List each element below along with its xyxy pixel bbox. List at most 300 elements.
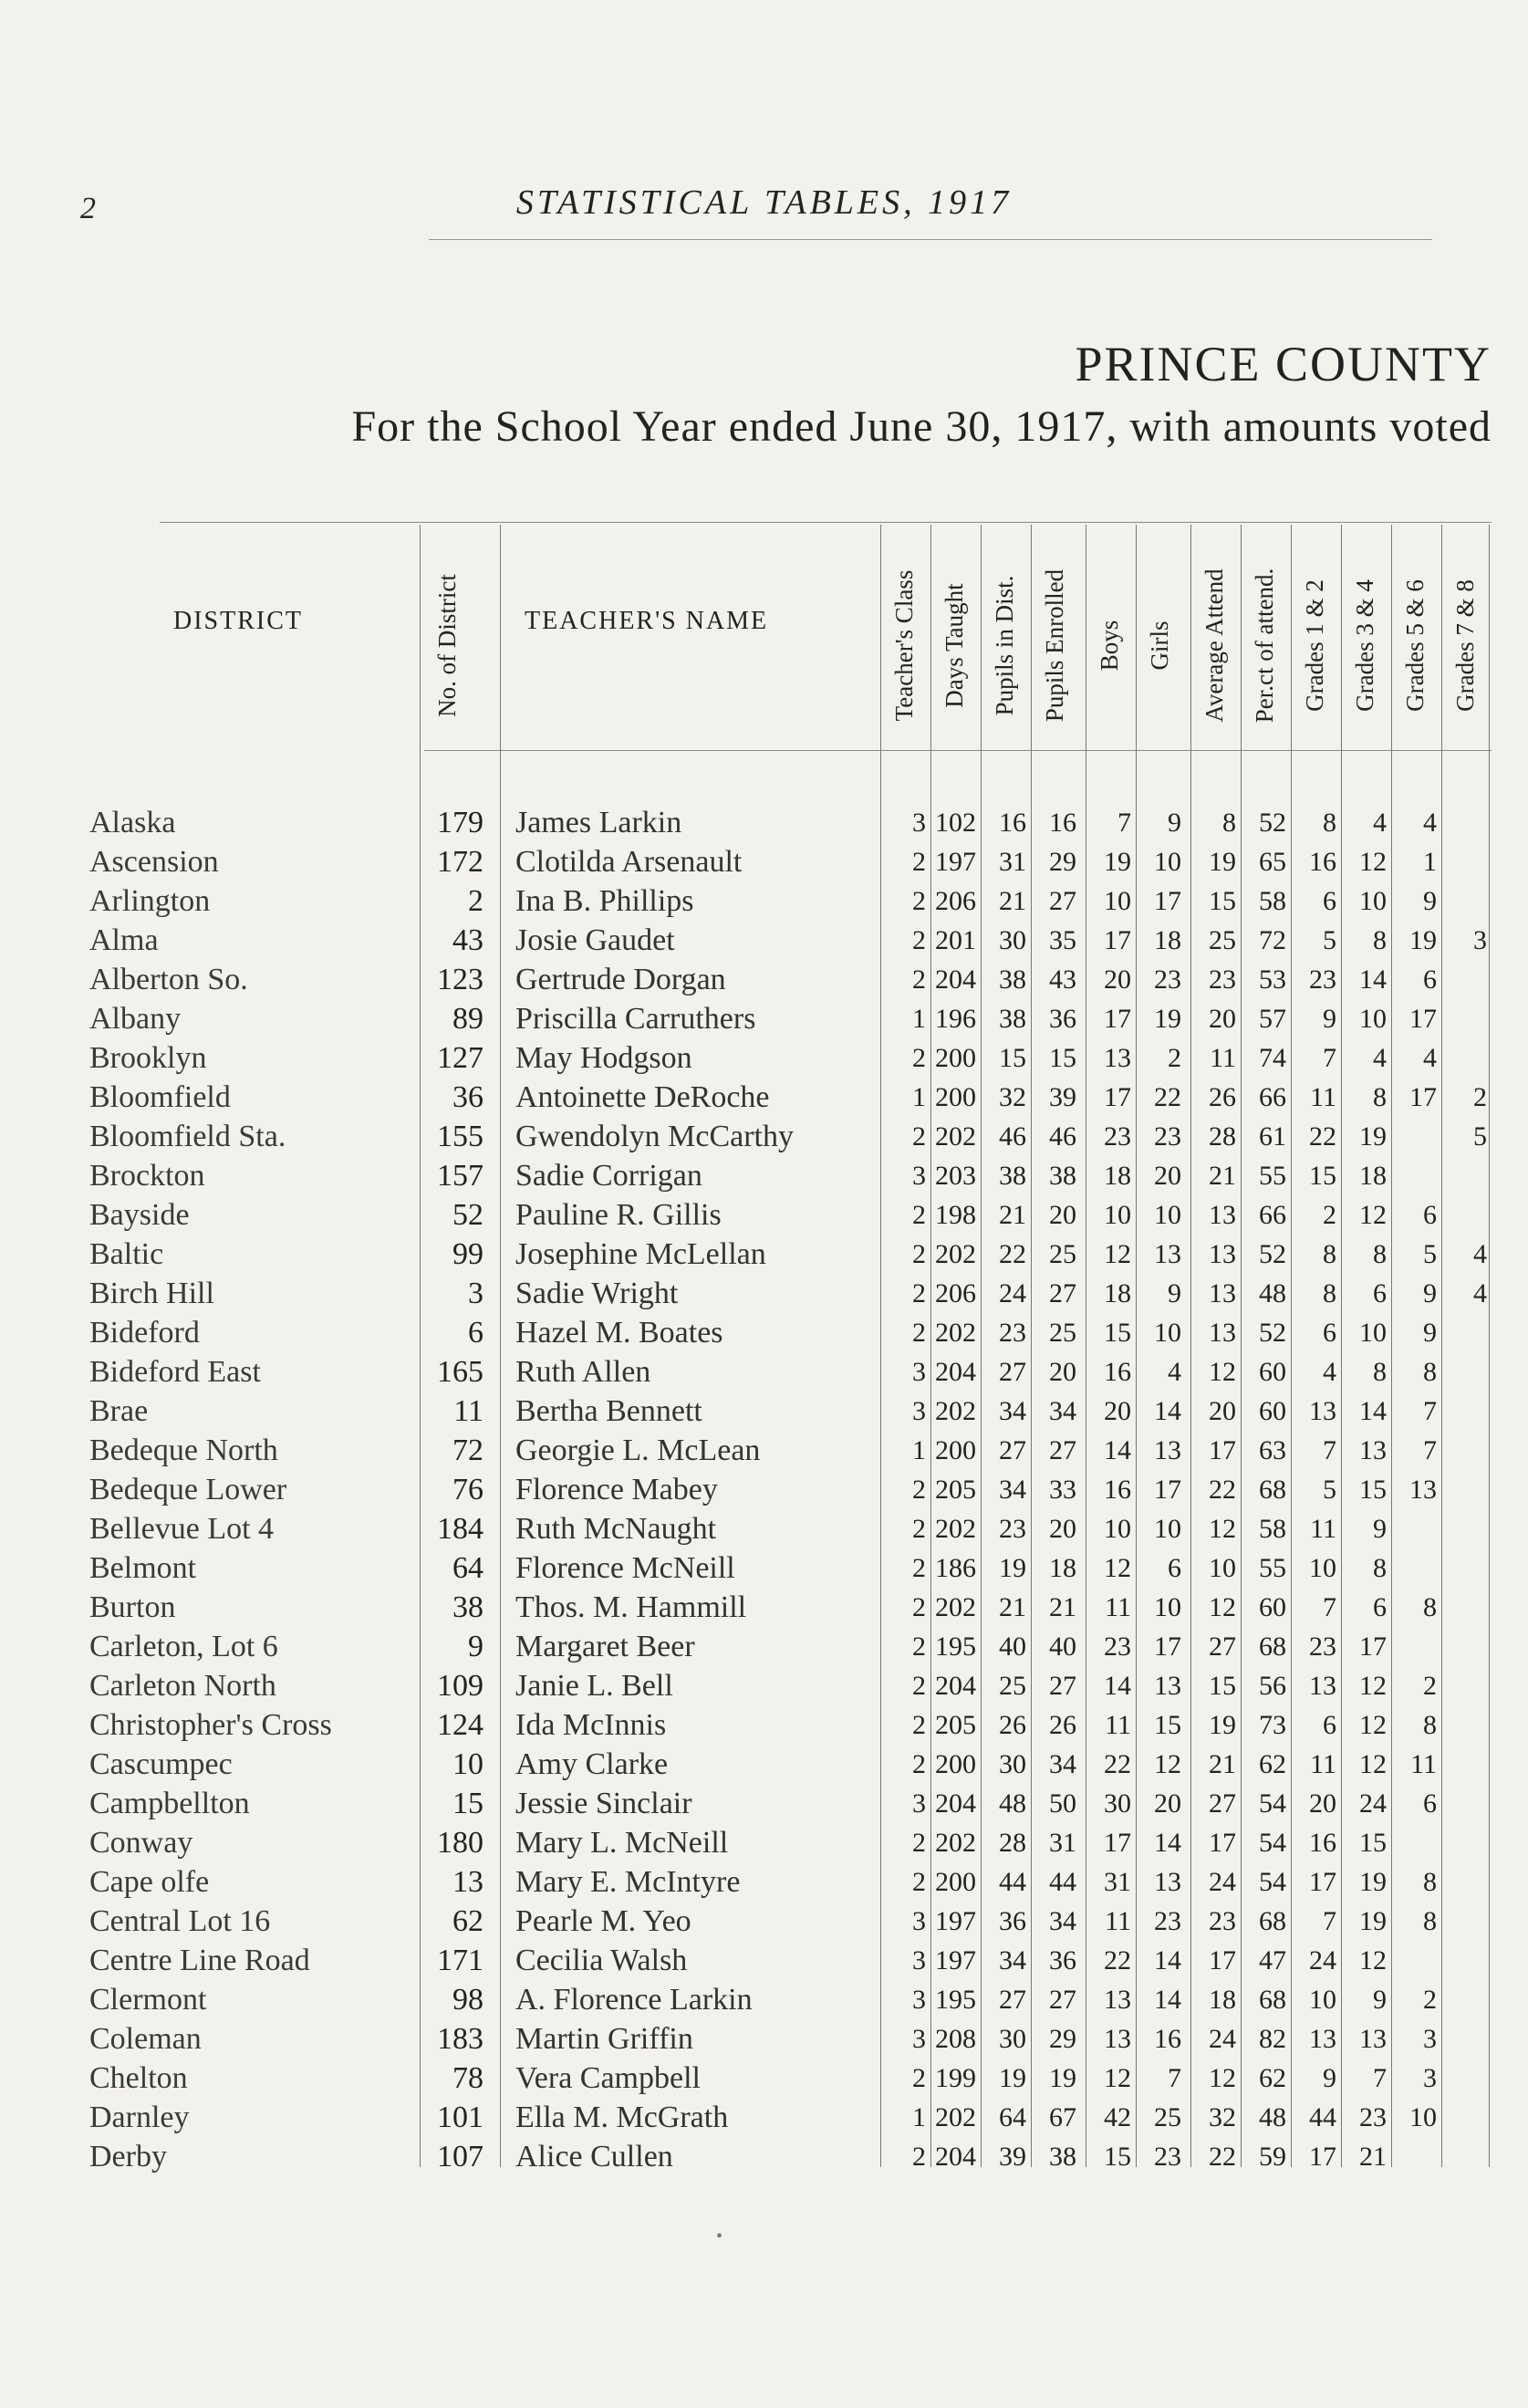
days-cell: 197 — [935, 1945, 976, 1975]
cls-cell: 2 — [912, 2142, 926, 2172]
teacher-name-cell: Martin Griffin — [515, 2022, 693, 2056]
girls-cell: 23 — [1154, 1121, 1181, 1152]
pct-cell: 65 — [1259, 847, 1286, 877]
girls-cell: 23 — [1154, 2142, 1181, 2172]
boys-cell: 20 — [1104, 964, 1131, 995]
g34-cell: 6 — [1373, 1592, 1387, 1622]
district-number-cell: 155 — [437, 1120, 483, 1153]
district-number-cell: 99 — [452, 1237, 483, 1271]
g78-cell: 5 — [1473, 1121, 1487, 1152]
cls-cell: 2 — [912, 1278, 926, 1308]
g12-cell: 2 — [1323, 1200, 1336, 1230]
enr-cell: 27 — [1049, 1985, 1076, 2015]
pct-cell: 73 — [1259, 1710, 1286, 1740]
avg-cell: 20 — [1209, 1396, 1236, 1426]
teacher-name-cell: May Hodgson — [515, 1041, 692, 1075]
g56-cell: 13 — [1409, 1475, 1437, 1505]
g12-cell: 6 — [1323, 886, 1336, 916]
dist-cell: 34 — [999, 1475, 1026, 1505]
pct-cell: 63 — [1259, 1435, 1286, 1465]
g12-cell: 7 — [1323, 1435, 1336, 1465]
pct-cell: 48 — [1259, 2102, 1286, 2132]
pct-cell: 66 — [1259, 1082, 1286, 1112]
pct-cell: 54 — [1259, 1828, 1286, 1858]
boys-cell: 14 — [1104, 1671, 1131, 1701]
g34-cell: 21 — [1359, 2142, 1387, 2172]
g12-cell: 7 — [1323, 1592, 1336, 1622]
boys-cell: 16 — [1104, 1475, 1131, 1505]
cls-cell: 3 — [912, 1945, 926, 1975]
pct-cell: 60 — [1259, 1592, 1286, 1622]
teacher-name-cell: Florence Mabey — [515, 1473, 718, 1506]
avg-cell: 17 — [1209, 1435, 1236, 1465]
g12-cell: 6 — [1323, 1318, 1336, 1348]
avg-cell: 10 — [1209, 1553, 1236, 1583]
table-row — [0, 1352, 1528, 1392]
teacher-name-cell: Jessie Sinclair — [515, 1787, 692, 1820]
g12-cell: 10 — [1309, 1985, 1336, 2015]
table-row — [0, 1078, 1528, 1117]
boys-cell: 10 — [1104, 886, 1131, 916]
district-cell: Birch Hill — [89, 1277, 214, 1310]
avg-cell: 15 — [1209, 886, 1236, 916]
girls-cell: 13 — [1154, 1435, 1181, 1465]
girls-cell: 17 — [1154, 1631, 1181, 1662]
days-cell: 196 — [935, 1004, 976, 1034]
enr-cell: 15 — [1049, 1043, 1076, 1073]
g34-cell: 13 — [1359, 1435, 1387, 1465]
days-cell: 203 — [935, 1161, 976, 1191]
header-bottom-rule — [424, 750, 1492, 751]
district-number-cell: 78 — [452, 2061, 483, 2095]
district-number-cell: 10 — [452, 1747, 483, 1781]
district-number-cell: 2 — [468, 884, 483, 918]
district-cell: Bloomfield Sta. — [89, 1120, 286, 1153]
header-rule — [429, 239, 1432, 240]
teacher-name-cell: Vera Campbell — [515, 2061, 701, 2095]
enr-cell: 26 — [1049, 1710, 1076, 1740]
teacher-name-cell: Sadie Wright — [515, 1277, 679, 1310]
enr-cell: 34 — [1049, 1396, 1076, 1426]
header-enr: Pupils Enrolled — [1041, 568, 1068, 723]
district-number-cell: 3 — [468, 1277, 483, 1310]
teacher-name-cell: James Larkin — [515, 806, 682, 839]
pct-cell: 54 — [1259, 1788, 1286, 1819]
days-cell: 202 — [935, 1828, 976, 1858]
enr-cell: 29 — [1049, 847, 1076, 877]
days-cell: 202 — [935, 2102, 976, 2132]
days-cell: 200 — [935, 1043, 976, 1073]
boys-cell: 17 — [1104, 1828, 1131, 1858]
teacher-name-cell: Mary E. McIntyre — [515, 1865, 741, 1899]
table-row — [0, 2098, 1528, 2137]
district-number-cell: 180 — [437, 1826, 483, 1860]
avg-cell: 22 — [1209, 1475, 1236, 1505]
pct-cell: 68 — [1259, 1985, 1286, 2015]
table-row — [0, 960, 1528, 999]
boys-cell: 7 — [1117, 808, 1131, 838]
g34-cell: 10 — [1359, 1318, 1387, 1348]
girls-cell: 10 — [1154, 1318, 1181, 1348]
dist-cell: 30 — [999, 2024, 1026, 2054]
girls-cell: 10 — [1154, 1592, 1181, 1622]
table-row — [0, 1666, 1528, 1705]
district-number-cell: 38 — [452, 1590, 483, 1624]
district-cell: Central Lot 16 — [89, 1904, 271, 1938]
teacher-name-cell: Hazel M. Boates — [515, 1316, 723, 1350]
g56-cell: 6 — [1423, 1788, 1437, 1819]
cls-cell: 2 — [912, 1318, 926, 1348]
district-cell: Darnley — [89, 2100, 190, 2134]
g56-cell: 3 — [1423, 2024, 1437, 2054]
teacher-name-cell: Janie L. Bell — [515, 1669, 673, 1703]
header-dist: Pupils in Dist. — [991, 575, 1018, 716]
table-row — [0, 803, 1528, 842]
girls-cell: 17 — [1154, 1475, 1181, 1505]
teacher-name-cell: Pauline R. Gillis — [515, 1198, 722, 1232]
days-cell: 204 — [935, 964, 976, 995]
days-cell: 204 — [935, 1671, 976, 1701]
g56-cell: 4 — [1423, 1043, 1437, 1073]
header-top-rule — [160, 522, 1492, 523]
g34-cell: 14 — [1359, 964, 1387, 995]
table-row — [0, 1156, 1528, 1195]
teacher-name-cell: Alice Cullen — [515, 2140, 673, 2173]
g12-cell: 11 — [1310, 1514, 1336, 1544]
header-girls: Girls — [1146, 620, 1173, 671]
pct-cell: 54 — [1259, 1867, 1286, 1897]
district-cell: Alaska — [89, 806, 176, 839]
boys-cell: 23 — [1104, 1631, 1131, 1662]
district-number-cell: 72 — [452, 1433, 483, 1467]
dist-cell: 38 — [999, 964, 1026, 995]
g34-cell: 7 — [1373, 2063, 1387, 2093]
boys-cell: 42 — [1104, 2102, 1131, 2132]
days-cell: 200 — [935, 1082, 976, 1112]
girls-cell: 10 — [1154, 1200, 1181, 1230]
dist-cell: 30 — [999, 925, 1026, 955]
cls-cell: 3 — [912, 1906, 926, 1936]
pct-cell: 72 — [1259, 925, 1286, 955]
pct-cell: 60 — [1259, 1357, 1286, 1387]
cls-cell: 2 — [912, 1828, 926, 1858]
girls-cell: 12 — [1154, 1749, 1181, 1779]
cls-cell: 2 — [912, 847, 926, 877]
header-pct: Per.ct of attend. — [1251, 568, 1278, 724]
district-cell: Carleton, Lot 6 — [89, 1630, 278, 1663]
table-row — [0, 2019, 1528, 2059]
days-cell: 202 — [935, 1239, 976, 1269]
g34-cell: 9 — [1373, 1985, 1387, 2015]
dist-cell: 27 — [999, 1985, 1026, 2015]
cls-cell: 2 — [912, 886, 926, 916]
pct-cell: 47 — [1259, 1945, 1286, 1975]
g12-cell: 11 — [1310, 1082, 1336, 1112]
district-number-cell: 124 — [437, 1708, 483, 1742]
days-cell: 202 — [935, 1514, 976, 1544]
g12-cell: 17 — [1309, 2142, 1336, 2172]
avg-cell: 21 — [1209, 1161, 1236, 1191]
teacher-name-cell: Ida McInnis — [515, 1708, 667, 1742]
pct-cell: 52 — [1259, 1318, 1286, 1348]
dist-cell: 26 — [999, 1710, 1026, 1740]
g56-cell: 19 — [1409, 925, 1437, 955]
teacher-name-cell: Pearle M. Yeo — [515, 1904, 691, 1938]
dist-cell: 44 — [999, 1867, 1026, 1897]
dist-cell: 19 — [999, 1553, 1026, 1583]
avg-cell: 20 — [1209, 1004, 1236, 1034]
days-cell: 201 — [935, 925, 976, 955]
district-cell: Christopher's Cross — [89, 1708, 332, 1742]
avg-cell: 21 — [1209, 1749, 1236, 1779]
g34-cell: 4 — [1373, 808, 1387, 838]
boys-cell: 30 — [1104, 1788, 1131, 1819]
g56-cell: 2 — [1423, 1985, 1437, 2015]
girls-cell: 13 — [1154, 1867, 1181, 1897]
g34-cell: 23 — [1359, 2102, 1387, 2132]
header-no-of-district: No. of District — [433, 574, 461, 717]
district-cell: Bedeque North — [89, 1433, 278, 1467]
g34-cell: 15 — [1359, 1475, 1387, 1505]
g56-cell: 2 — [1423, 1671, 1437, 1701]
avg-cell: 19 — [1209, 847, 1236, 877]
district-cell: Centre Line Road — [89, 1944, 310, 1977]
enr-cell: 35 — [1049, 925, 1076, 955]
girls-cell: 23 — [1154, 1906, 1181, 1936]
avg-cell: 11 — [1210, 1043, 1236, 1073]
header-g12: Grades 1 & 2 — [1301, 579, 1328, 712]
g34-cell: 19 — [1359, 1867, 1387, 1897]
avg-cell: 12 — [1209, 1592, 1236, 1622]
district-cell: Conway — [89, 1826, 193, 1860]
teacher-name-cell: Sadie Corrigan — [515, 1159, 702, 1193]
girls-cell: 20 — [1154, 1161, 1181, 1191]
dist-cell: 48 — [999, 1788, 1026, 1819]
district-cell: Brockton — [89, 1159, 205, 1193]
table-row — [0, 1117, 1528, 1156]
header-teacher: TEACHER'S NAME — [525, 607, 769, 635]
g12-cell: 15 — [1309, 1161, 1336, 1191]
g34-cell: 12 — [1359, 1749, 1387, 1779]
girls-cell: 7 — [1168, 2063, 1181, 2093]
district-cell: Brooklyn — [89, 1041, 207, 1075]
teacher-name-cell: Antoinette DeRoche — [515, 1080, 770, 1114]
table-row — [0, 1823, 1528, 1862]
g56-cell: 9 — [1423, 886, 1437, 916]
boys-cell: 18 — [1104, 1161, 1131, 1191]
table-row — [0, 921, 1528, 960]
g34-cell: 19 — [1359, 1121, 1387, 1152]
g12-cell: 23 — [1309, 964, 1336, 995]
boys-cell: 20 — [1104, 1396, 1131, 1426]
g34-cell: 24 — [1359, 1788, 1387, 1819]
district-number-cell: 109 — [437, 1669, 483, 1703]
g12-cell: 20 — [1309, 1788, 1336, 1819]
cls-cell: 2 — [912, 1043, 926, 1073]
cls-cell: 2 — [912, 2063, 926, 2093]
cls-cell: 2 — [912, 1121, 926, 1152]
g56-cell: 8 — [1423, 1710, 1437, 1740]
boys-cell: 17 — [1104, 1082, 1131, 1112]
boys-cell: 15 — [1104, 1318, 1131, 1348]
enr-cell: 36 — [1049, 1945, 1076, 1975]
cls-cell: 1 — [912, 1004, 926, 1034]
boys-cell: 19 — [1104, 847, 1131, 877]
avg-cell: 24 — [1209, 2024, 1236, 2054]
enr-cell: 44 — [1049, 1867, 1076, 1897]
district-cell: Chelton — [89, 2061, 188, 2095]
avg-cell: 13 — [1209, 1318, 1236, 1348]
enr-cell: 39 — [1049, 1082, 1076, 1112]
district-number-cell: 157 — [437, 1159, 483, 1193]
g34-cell: 8 — [1373, 1553, 1387, 1583]
g34-cell: 12 — [1359, 1710, 1387, 1740]
cls-cell: 2 — [912, 1671, 926, 1701]
boys-cell: 11 — [1105, 1710, 1131, 1740]
avg-cell: 27 — [1209, 1631, 1236, 1662]
enr-cell: 25 — [1049, 1239, 1076, 1269]
g78-cell: 2 — [1473, 1082, 1487, 1112]
table-row — [0, 1745, 1528, 1784]
g34-cell: 13 — [1359, 2024, 1387, 2054]
g12-cell: 22 — [1309, 1121, 1336, 1152]
days-cell: 186 — [935, 1553, 976, 1583]
g34-cell: 8 — [1373, 925, 1387, 955]
dist-cell: 31 — [999, 847, 1026, 877]
days-cell: 200 — [935, 1435, 976, 1465]
header-g56: Grades 5 & 6 — [1401, 579, 1429, 712]
district-cell: Arlington — [89, 884, 211, 918]
district-number-cell: 11 — [453, 1394, 483, 1428]
g34-cell: 14 — [1359, 1396, 1387, 1426]
dist-cell: 38 — [999, 1161, 1026, 1191]
days-cell: 195 — [935, 1985, 976, 2015]
district-number-cell: 36 — [452, 1080, 483, 1114]
cls-cell: 2 — [912, 1631, 926, 1662]
g12-cell: 7 — [1323, 1906, 1336, 1936]
avg-cell: 25 — [1209, 925, 1236, 955]
district-cell: Brae — [89, 1394, 149, 1428]
g56-cell: 9 — [1423, 1318, 1437, 1348]
dist-cell: 38 — [999, 1004, 1026, 1034]
district-number-cell: 172 — [437, 845, 483, 879]
dist-cell: 36 — [999, 1906, 1026, 1936]
cls-cell: 2 — [912, 925, 926, 955]
pct-cell: 52 — [1259, 808, 1286, 838]
cls-cell: 2 — [912, 1710, 926, 1740]
g34-cell: 17 — [1359, 1631, 1387, 1662]
table-row — [0, 1705, 1528, 1745]
table-row — [0, 1313, 1528, 1352]
g56-cell: 5 — [1423, 1239, 1437, 1269]
enr-cell: 43 — [1049, 964, 1076, 995]
table-row — [0, 1548, 1528, 1588]
enr-cell: 18 — [1049, 1553, 1076, 1583]
district-number-cell: 13 — [452, 1865, 483, 1899]
days-cell: 195 — [935, 1631, 976, 1662]
enr-cell: 36 — [1049, 1004, 1076, 1034]
avg-cell: 18 — [1209, 1985, 1236, 2015]
district-cell: Clermont — [89, 1983, 207, 2017]
teacher-name-cell: Ina B. Phillips — [515, 884, 694, 918]
district-cell: Bideford East — [89, 1355, 261, 1389]
district-cell: Burton — [89, 1590, 176, 1624]
avg-cell: 27 — [1209, 1788, 1236, 1819]
cls-cell: 2 — [912, 1749, 926, 1779]
enr-cell: 40 — [1049, 1631, 1076, 1662]
cls-cell: 2 — [912, 1239, 926, 1269]
enr-cell: 34 — [1049, 1749, 1076, 1779]
boys-cell: 12 — [1104, 2063, 1131, 2093]
table-row — [0, 2137, 1528, 2176]
dist-cell: 46 — [999, 1121, 1026, 1152]
boys-cell: 10 — [1104, 1200, 1131, 1230]
teacher-name-cell: Ruth McNaught — [515, 1512, 717, 1546]
avg-cell: 23 — [1209, 964, 1236, 995]
district-number-cell: 76 — [452, 1473, 483, 1506]
g56-cell: 6 — [1423, 964, 1437, 995]
teacher-name-cell: Amy Clarke — [515, 1747, 669, 1781]
girls-cell: 9 — [1168, 808, 1181, 838]
pct-cell: 62 — [1259, 1749, 1286, 1779]
g56-cell: 8 — [1423, 1867, 1437, 1897]
avg-cell: 13 — [1209, 1239, 1236, 1269]
avg-cell: 23 — [1209, 1906, 1236, 1936]
header-g34: Grades 3 & 4 — [1351, 579, 1378, 712]
girls-cell: 6 — [1168, 1553, 1181, 1583]
g12-cell: 8 — [1323, 808, 1336, 838]
g12-cell: 4 — [1323, 1357, 1336, 1387]
district-cell: Ascension — [89, 845, 219, 879]
table-row — [0, 2059, 1528, 2098]
g12-cell: 24 — [1309, 1945, 1336, 1975]
table-row — [0, 1784, 1528, 1823]
header-cls: Teacher's Class — [890, 569, 918, 722]
enr-cell: 27 — [1049, 1278, 1076, 1308]
pct-cell: 57 — [1259, 1004, 1286, 1034]
girls-cell: 13 — [1154, 1671, 1181, 1701]
g56-cell: 4 — [1423, 808, 1437, 838]
g34-cell: 10 — [1359, 886, 1387, 916]
cls-cell: 3 — [912, 1396, 926, 1426]
boys-cell: 15 — [1104, 2142, 1131, 2172]
enr-cell: 50 — [1049, 1788, 1076, 1819]
pct-cell: 56 — [1259, 1671, 1286, 1701]
girls-cell: 13 — [1154, 1239, 1181, 1269]
header-days: Days Taught — [941, 583, 968, 708]
g12-cell: 9 — [1323, 1004, 1336, 1034]
days-cell: 198 — [935, 1200, 976, 1230]
girls-cell: 19 — [1154, 1004, 1181, 1034]
dist-cell: 40 — [999, 1631, 1026, 1662]
enr-cell: 38 — [1049, 2142, 1076, 2172]
district-number-cell: 171 — [437, 1944, 483, 1977]
table-subtitle: For the School Year ended June 30, 1917, with amounts voted — [351, 402, 1492, 451]
boys-cell: 31 — [1104, 1867, 1131, 1897]
district-number-cell: 9 — [468, 1630, 483, 1663]
district-cell: Albany — [89, 1002, 182, 1036]
teacher-name-cell: Margaret Beer — [515, 1630, 695, 1663]
g34-cell: 12 — [1359, 1671, 1387, 1701]
pct-cell: 62 — [1259, 2063, 1286, 2093]
enr-cell: 34 — [1049, 1906, 1076, 1936]
g78-cell: 3 — [1473, 925, 1487, 955]
dist-cell: 22 — [999, 1239, 1026, 1269]
dist-cell: 23 — [999, 1514, 1026, 1544]
cls-cell: 2 — [912, 1200, 926, 1230]
enr-cell: 27 — [1049, 886, 1076, 916]
district-number-cell: 165 — [437, 1355, 483, 1389]
